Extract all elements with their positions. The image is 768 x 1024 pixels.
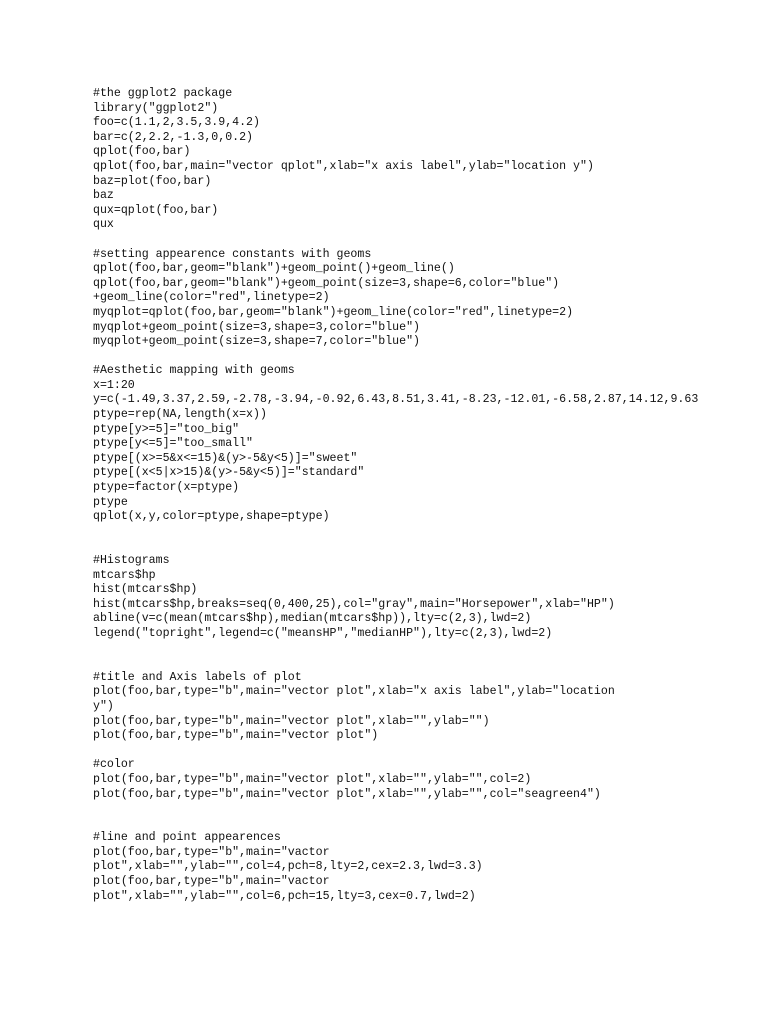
code-line: qplot(foo,bar,main="vector qplot",xlab="x axis label",ylab="location y"): [93, 159, 594, 173]
code-line: mtcars$hp: [93, 568, 156, 582]
code-line: y=c(-1.49,3.37,2.59,-2.78,-3.94,-0.92,6.43,8.51,3.41,-8.23,-12.01,-6.58,2.87,14.12,9.63: [93, 393, 699, 407]
blank-lines: [93, 642, 768, 671]
blank-lines: [93, 525, 768, 554]
code-line: ptype: [93, 495, 128, 509]
code-line: y"): [93, 699, 114, 713]
code-line: plot(foo,bar,type="b",main="vector plot",xlab="",ylab=""): [93, 714, 490, 728]
code-line: myqplot=qplot(foo,bar,geom="blank")+geom_line(color="red",linetype=2): [93, 305, 574, 319]
blank-line: [93, 744, 768, 759]
code-line: x=1:20: [93, 378, 135, 392]
section-title-axis-labels: [93, 671, 768, 744]
code-line: plot",xlab="",ylab="",col=4,pch=8,lty=2,cex=2.3,lwd=3.3): [93, 860, 483, 874]
code-line: myqplot+geom_point(size=3,shape=7,color="blue"): [93, 335, 420, 349]
code-line: foo=c(1.1,2,3.5,3.9,4.2): [93, 116, 260, 130]
code-comment: #the ggplot2 package: [93, 87, 233, 100]
code-line: plot(foo,bar,type="b",main="vector plot",xlab="",ylab="",col=2): [93, 772, 532, 786]
code-line: hist(mtcars$hp): [93, 583, 198, 597]
code-listing: [93, 87, 768, 904]
code-line: ptype[y>=5]="too_big": [93, 422, 240, 436]
section-appearance-constants: [93, 248, 768, 350]
code-line: plot(foo,bar,type="b",main="vactor: [93, 845, 330, 859]
code-comment: #Aesthetic mapping with geoms: [93, 364, 295, 378]
code-line: plot(foo,bar,type="b",main="vector plot",xlab="x axis label",ylab="location: [93, 685, 615, 699]
code-line: qplot(foo,bar,geom="blank")+geom_point(size=3,shape=6,color="blue"): [93, 276, 560, 290]
blank-lines: [93, 802, 768, 831]
code-line: qux=qplot(foo,bar): [93, 203, 219, 217]
code-line: myqplot+geom_point(size=3,shape=3,color="blue"): [93, 320, 420, 334]
blank-line: [93, 350, 768, 365]
code-line: abline(v=c(mean(mtcars$hp),median(mtcars$hp)),lty=c(2,3),lwd=2): [93, 612, 532, 626]
code-line: baz=plot(foo,bar): [93, 174, 212, 188]
code-line: ptype=factor(x=ptype): [93, 481, 240, 495]
code-comment: #title and Axis labels of plot: [93, 670, 302, 684]
code-line: hist(mtcars$hp,breaks=seq(0,400,25),col="gray",main="Horsepower",xlab="HP"): [93, 597, 615, 611]
section-aesthetic-mapping: [93, 364, 768, 525]
code-comment: #line and point appearences: [93, 831, 281, 845]
section-line-point-appearances: [93, 831, 768, 904]
code-line: legend("topright",legend=c("meansHP","medianHP"),lty=c(2,3),lwd=2): [93, 626, 553, 640]
code-comment: #Histograms: [93, 554, 170, 567]
code-line: plot",xlab="",ylab="",col=6,pch=15,lty=3,cex=0.7,lwd=2): [93, 889, 476, 903]
code-line: qux: [93, 218, 114, 232]
code-line: baz: [93, 189, 114, 203]
code-line: qplot(foo,bar,geom="blank")+geom_point()+geom_line(): [93, 262, 455, 276]
code-line: plot(foo,bar,type="b",main="vactor: [93, 875, 330, 889]
code-line: library("ggplot2"): [93, 101, 219, 115]
code-line: plot(foo,bar,type="b",main="vector plot",xlab="",ylab="",col="seagreen4"): [93, 787, 601, 801]
code-line: qplot(x,y,color=ptype,shape=ptype): [93, 510, 330, 524]
code-comment: #color: [93, 758, 135, 772]
section-histograms: [93, 554, 768, 642]
code-comment: #setting appearence constants with geoms: [93, 247, 372, 261]
code-line: ptype=rep(NA,length(x=x)): [93, 408, 267, 422]
section-color: [93, 758, 768, 802]
code-line: qplot(foo,bar): [93, 145, 191, 159]
code-line: +geom_line(color="red",linetype=2): [93, 291, 330, 305]
section-ggplot2-package: [93, 87, 768, 233]
blank-line: [93, 233, 768, 248]
code-line: ptype[y<=5]="too_small": [93, 437, 254, 451]
code-line: ptype[(x<5|x>15)&(y>-5&y<5)]="standard": [93, 466, 365, 480]
code-line: ptype[(x>=5&x<=15)&(y>-5&y<5)]="sweet": [93, 451, 358, 465]
code-line: plot(foo,bar,type="b",main="vector plot"): [93, 729, 379, 743]
code-line: bar=c(2,2.2,-1.3,0,0.2): [93, 130, 254, 144]
